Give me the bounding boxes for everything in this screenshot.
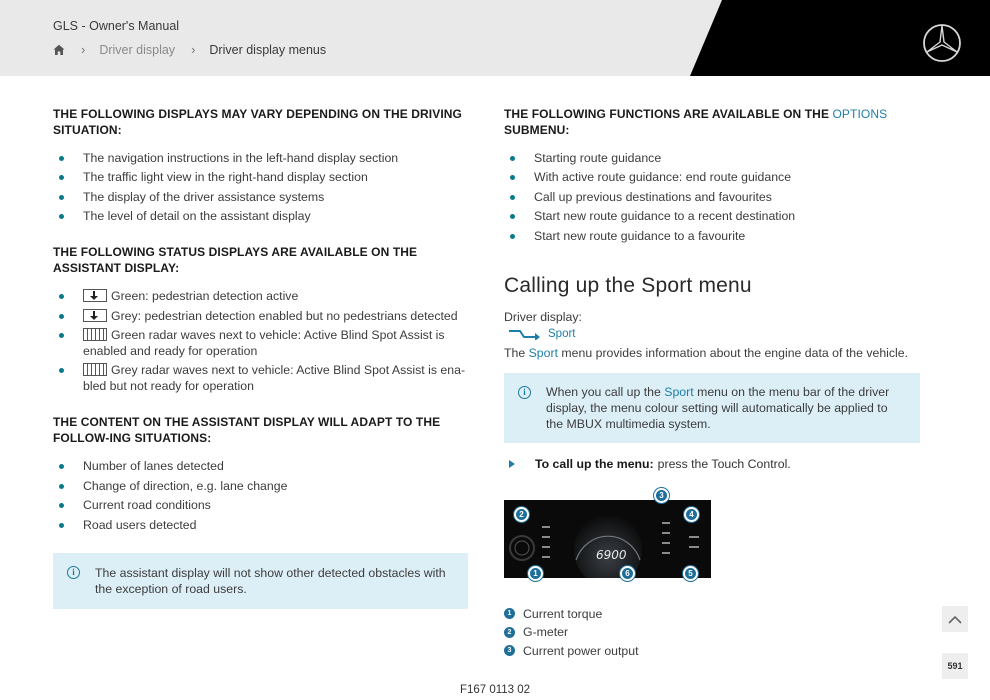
list-item (53, 327, 468, 359)
legend-label: G-meter (523, 625, 569, 640)
list-item: The traffic light view in the right-hand display section (53, 169, 468, 185)
rpm-readout: 6900 (596, 547, 627, 562)
list-item (53, 362, 468, 394)
scroll-to-top-button[interactable] (942, 606, 968, 632)
callout-1: 1 (528, 566, 543, 581)
list-item: Current road conditions (53, 497, 468, 513)
info-box-sport (504, 373, 920, 443)
callout-6: 6 (620, 566, 635, 581)
chevron-right-icon: › (191, 42, 196, 57)
pedestrian-detection-icon (83, 309, 107, 322)
section-heading-driving-situation: THE FOLLOWING DISPLAYS MAY VARY DEPENDING ON THE DRIVING SITUATION: (53, 107, 462, 137)
info-icon: i (67, 566, 80, 579)
legend-label: Current torque (523, 606, 603, 621)
section-heading-status-displays: THE FOLLOWING STATUS DISPLAYS ARE AVAILABLE ON THE ASSISTANT DISPLAY: (53, 245, 418, 276)
list-item-text: Green radar waves next to vehicle: Active Blind Spot Assist is enabled and ready for operation (83, 327, 445, 358)
legend-label: Current power output (523, 643, 639, 658)
legend-item (504, 606, 920, 622)
heading-text: THE FOLLOWING FUNCTIONS ARE AVAILABLE ON THE (504, 107, 833, 121)
list-item: With active route guidance: end route guidance (504, 169, 920, 185)
breadcrumb (53, 42, 326, 57)
right-column (504, 106, 920, 662)
callout-5: 5 (683, 566, 698, 581)
radar-waves-icon (83, 363, 107, 376)
list-item-text: Green: pedestrian detection active (111, 289, 299, 304)
section-heading-options (504, 106, 920, 138)
info-box-obstacles (53, 553, 468, 609)
info-text: menu on the menu bar of the driver display, the menu colour setting will automatically be applied to the MBUX multimedia system. (546, 384, 890, 431)
info-text: The assistant display will not show other detected obstacles with the exception of road users. (95, 565, 446, 596)
driving-situation-list (53, 150, 468, 224)
header (0, 0, 990, 76)
list-item: Number of lanes detected (53, 458, 468, 474)
sport-link[interactable]: Sport (528, 345, 559, 360)
breadcrumb-driver-display-menus: Driver display menus (209, 42, 327, 57)
sport-description (504, 345, 920, 361)
step-arrow-icon (509, 460, 515, 468)
options-link[interactable]: OPTIONS (832, 107, 888, 121)
list-item: The display of the driver assistance systems (53, 189, 468, 205)
info-icon: i (518, 386, 531, 399)
breadcrumb-driver-display[interactable]: Driver display (99, 42, 176, 57)
list-item: Start new route guidance to a recent destination (504, 208, 920, 224)
page-title: Calling up the Sport menu (504, 273, 752, 297)
section-heading-adapt-situations: THE CONTENT ON THE ASSISTANT DISPLAY WILL ADAPT TO THE FOLLOW-ING SITUATIONS: (53, 415, 441, 446)
sport-link[interactable]: Sport (548, 327, 576, 340)
left-column (53, 106, 468, 609)
legend-item (504, 643, 920, 659)
list-item: Change of direction, e.g. lane change (53, 478, 468, 494)
list-item: The level of detail on the assistant display (53, 208, 468, 224)
callout-2: 2 (514, 507, 529, 522)
radar-waves-icon (83, 328, 107, 341)
chevron-right-icon: › (81, 42, 86, 57)
legend-number: 1 (504, 608, 515, 619)
list-item: Road users detected (53, 517, 468, 533)
list-item (53, 308, 468, 324)
adapt-situations-list (53, 458, 468, 532)
sport-link[interactable]: Sport (664, 384, 694, 399)
legend-number: 3 (504, 645, 515, 656)
list-item: Start new route guidance to a favourite (504, 228, 920, 244)
legend-item (504, 624, 920, 640)
page-number-button[interactable]: 591 (942, 653, 968, 679)
pedestrian-detection-icon (83, 289, 107, 302)
chevron-up-icon (948, 615, 962, 624)
list-item: The navigation instructions in the left-hand display section (53, 150, 468, 166)
para-text: The (504, 345, 529, 360)
options-list (504, 150, 920, 244)
list-item: Starting route guidance (504, 150, 920, 166)
home-icon[interactable] (53, 44, 65, 56)
step-label: To call up the menu: (535, 456, 654, 471)
list-item: Call up previous destinations and favourites (504, 189, 920, 205)
list-item (53, 288, 468, 304)
legend-number: 2 (504, 627, 515, 638)
heading-text: SUBMENU: (504, 123, 570, 137)
driver-display-label: Driver display: (504, 309, 582, 324)
mercedes-star-logo[interactable] (922, 23, 962, 63)
status-display-list (53, 288, 468, 394)
app-title: GLS - Owner's Manual (53, 19, 180, 33)
step-text: press the Touch Control. (657, 456, 791, 471)
callout-3: 3 (654, 488, 669, 503)
callout-4: 4 (684, 507, 699, 522)
sport-menu-path (508, 328, 920, 340)
para-text: menu provides information about the engine data of the vehicle. (558, 345, 909, 360)
info-text: When you call up the (546, 384, 665, 399)
figure-reference: F167 0113 02 (459, 684, 531, 696)
list-item-text: Grey radar waves next to vehicle: Active Blind Spot Assist is ena-bled but not ready for operation (83, 363, 466, 394)
instruction-step (504, 457, 920, 471)
menu-arrow-icon (508, 328, 542, 340)
sport-display-figure (504, 490, 711, 578)
list-item-text: Grey: pedestrian detection enabled but no pedestrians detected (111, 308, 458, 323)
figure-legend (504, 606, 920, 659)
